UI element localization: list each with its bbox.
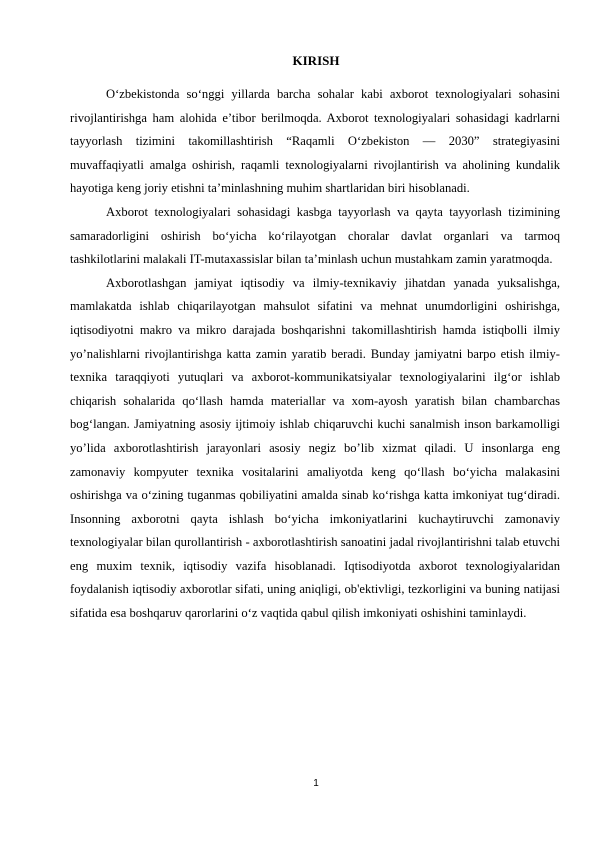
page-title: KIRISH (292, 53, 340, 68)
body-text (70, 83, 560, 626)
paragraph-2: Axborot texnologiyalari sohasidagi kasbga tayyorlash va qayta tayyorlash tizimining samaradorligini oshirish bo‘yicha ko‘rilayotgan choralar davlat organlari va tarmoq tashkilotlarini malakali IT-mutaxassislar bilan ta’minlash uchun mustahkam zamin yaratmoqda. (70, 204, 560, 267)
paragraph-1: O‘zbekistonda so‘nggi yillarda barcha sohalar kabi axborot texnologiyalari sohasini rivojlantirishga ham alohida e’tibor berilmoqda. Axborot texnologiyalari sohasidagi kadrlarni tayyorlash tizimini takomillashtirish “Raqamli O‘zbekiston — 2030” strategiyasini muvaffaqiyatli amalga oshirish, raqamli texnologiyalarni rivojlantirish va aholining kundalik hayotiga keng joriy etishni ta’minlashning muhim shartlaridan biri hisoblanadi. (70, 87, 560, 196)
paragraph-3: Axborotlashgan jamiyat iqtisodiy va ilmiy-texnikaviy jihatdan yanada yuksalishga, mamlakatda ishlab chiqarilayotgan mahsulot sifatini va mehnat unumdorligini oshirishga, iqtisodiyotni makro va mikro darajada boshqarishni takomillashtirish hamda istiqbolli ilmiy yo’nalishlarni rivojlantirishga katta zamin yaratib beradi. Bunday jamiyatni barpo etish ilmiy-texnika taraqqiyoti yutuqlari va axborot-kommunikatsiyalar texnologiyalarini ilg‘or ishlab chiqarish sohalarida qo‘llash hamda materiallar va xom-ayosh yaratish bilan chambarchas bog‘langan. Jamiyatning asosiy ijtimoiy ishlab chiqaruvchi kuchi sanalmish inson barkamolligi yo’lida axborotlashtirish jarayonlari asosiy negiz bo’lib xizmat qiladi. U insonlarga eng zamonaviy kompyuter texnika vositalarini amaliyotda keng qo‘llash bo‘yicha malakasini oshirishga va o‘zining tuganmas qobiliyatini amalda sinab ko‘rishga katta imkoniyat tug‘diradi. Insonning axborotni qayta ishlash bo‘yicha imkoniyatlarini kuchaytiruvchi zamonaviy texnologiyalar bilan qurollantirish - axborotlashtirish sanoatini jadal rivojlantirishni talab etuvchi eng muxim texnik, iqtisodiy vazifa hisoblanadi. Iqtisodiyotda axborot texnologiyalaridan foydalanish iqtisodiy axborotlar sifati, uning aniqligi, ob'ektivligi, tezkorligini va buning natijasi sifatida esa boshqaruv qarorlarini o‘z vaqtida qabul qilish imkoniyati oshishini taminlaydi. (70, 275, 560, 621)
page-number: 1 (313, 778, 319, 789)
